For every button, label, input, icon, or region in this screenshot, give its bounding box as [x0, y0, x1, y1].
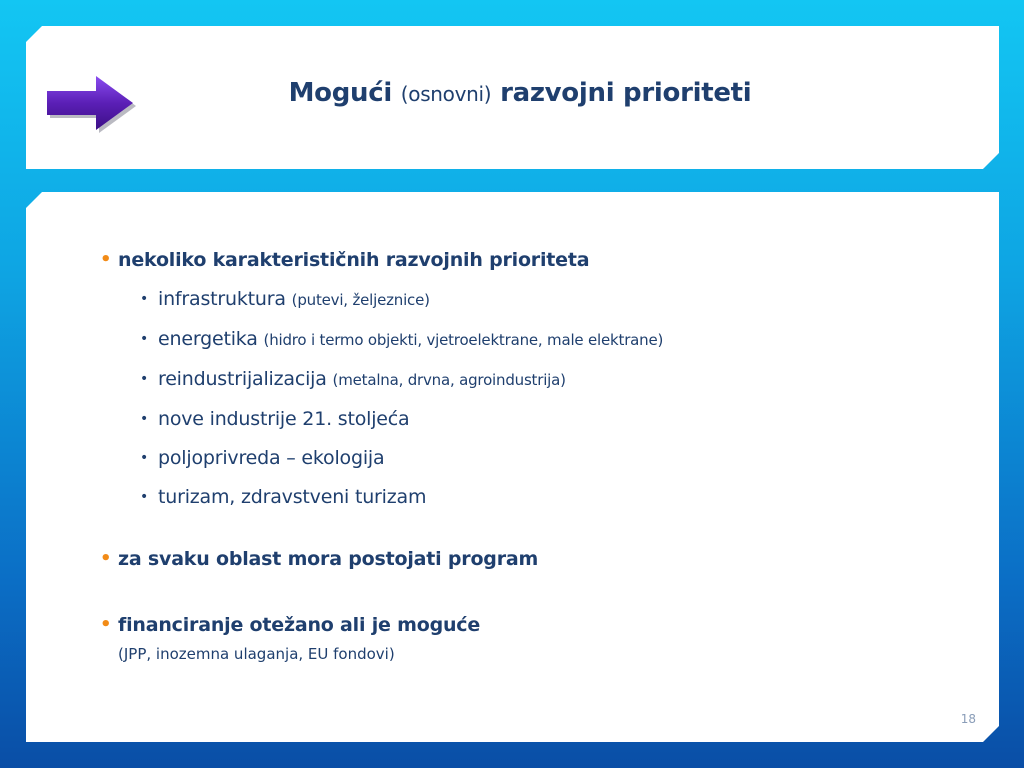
bullet-note: (JPP, inozemna ulaganja, EU fondovi) — [118, 645, 395, 663]
sub-bullet-detail: (putevi, željeznice) — [291, 291, 430, 309]
sub-bullet-item — [100, 405, 970, 433]
page-title — [150, 78, 890, 108]
sub-bullet-item — [100, 444, 970, 472]
sub-bullet-item — [100, 365, 970, 394]
bullet-dot: • — [100, 614, 112, 635]
bullet-dot: • — [100, 548, 112, 569]
title-subtitle: (osnovni) — [400, 82, 492, 106]
bullet-item — [100, 545, 970, 573]
sub-bullet-detail: (metalna, drvna, agroindustrija) — [332, 371, 566, 389]
sub-bullet-text: reindustrijalizacija — [158, 368, 327, 390]
title-main-part-2: razvojni prioriteti — [500, 78, 752, 108]
sub-bullet-text: turizam, zdravstveni turizam — [158, 486, 427, 508]
sub-bullet-text: energetika — [158, 328, 258, 350]
sub-bullet-text: infrastruktura — [158, 288, 286, 310]
bullet-item — [100, 611, 970, 639]
bullet-text: nekoliko karakterističnih razvojnih prioriteta — [118, 249, 590, 271]
bullet-dot: • — [100, 249, 112, 270]
bullet-item — [100, 246, 970, 274]
bullet-text: financiranje otežano ali je moguće — [118, 614, 481, 636]
sub-bullet-detail: (hidro i termo objekti, vjetroelektrane, male elektrane) — [263, 331, 664, 349]
sub-bullet-dot: • — [140, 411, 149, 427]
page-number: 18 — [960, 712, 976, 726]
sub-bullet-dot: • — [140, 489, 149, 505]
sub-bullet-dot: • — [140, 450, 149, 466]
sub-bullet-text: nove industrije 21. stoljeća — [158, 408, 410, 430]
sub-bullet-dot: • — [140, 371, 149, 387]
title-main-part-1: Mogući — [288, 78, 392, 108]
sub-bullet-item — [100, 325, 970, 354]
sub-bullet-text: poljoprivreda – ekologija — [158, 447, 385, 469]
right-arrow-icon — [44, 72, 136, 134]
sub-bullet-item — [100, 483, 970, 511]
bullet-text: za svaku oblast mora postojati program — [118, 548, 539, 570]
sub-bullet-dot: • — [140, 291, 149, 307]
sub-bullet-dot: • — [140, 331, 149, 347]
bullet-list — [100, 246, 970, 665]
sub-bullet-item — [100, 285, 970, 314]
